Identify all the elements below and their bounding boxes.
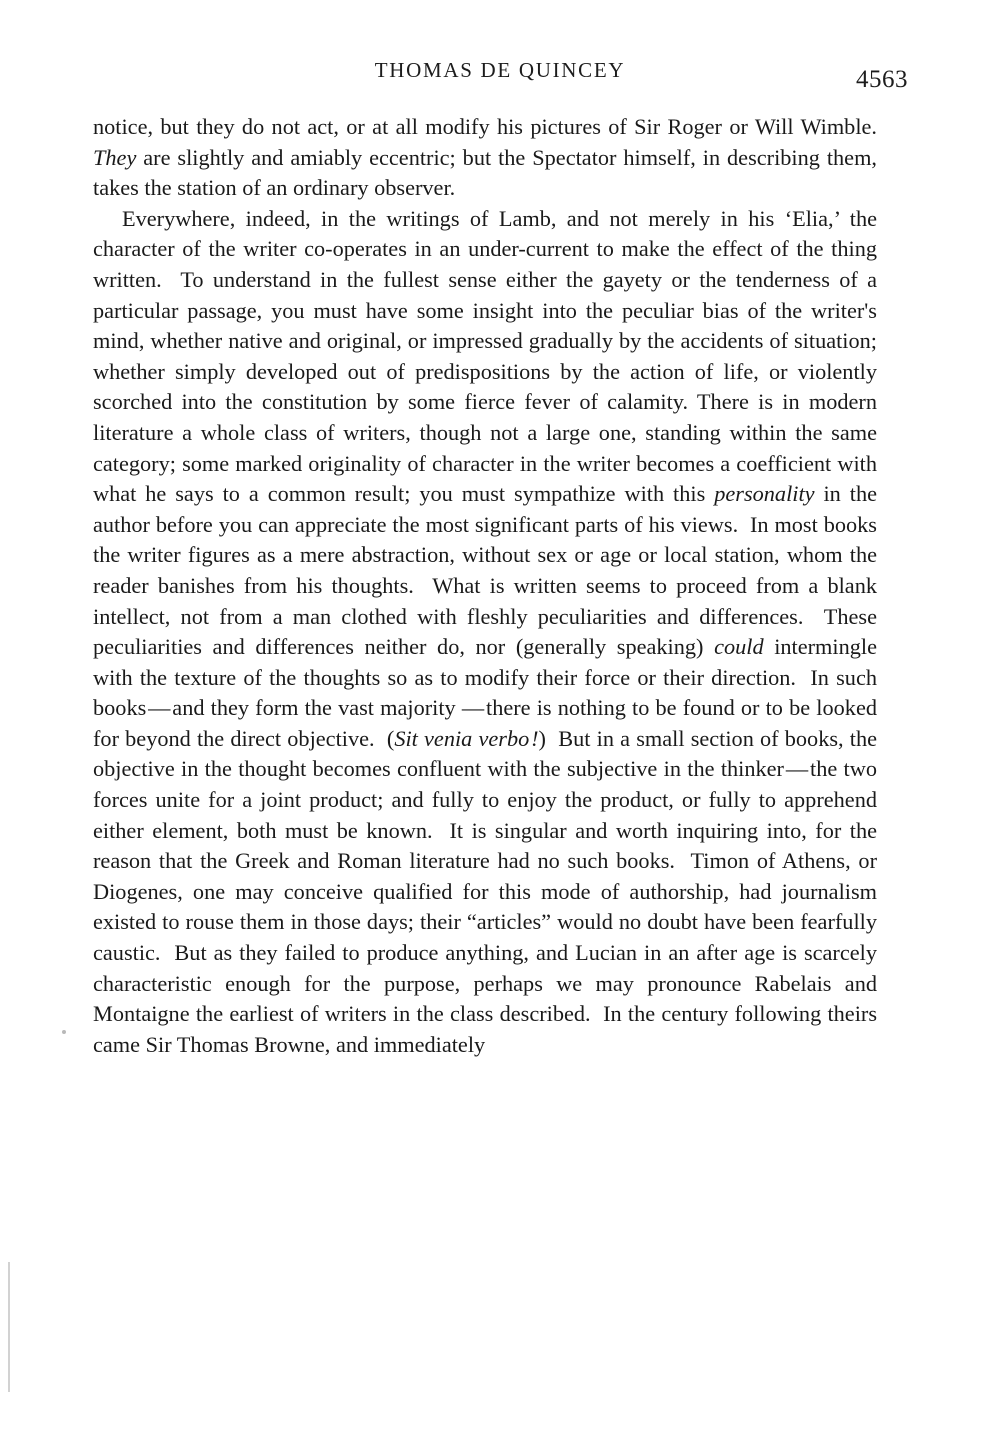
running-head-title: THOMAS DE QUINCEY (374, 58, 626, 82)
scan-artifact-edge (8, 1262, 10, 1392)
paragraph-1: notice, but they do not act, or at all modify his pictures of Sir Roger or Will Wimble. They are slightly and amiably eccentric; but the Spectator himself, in describing them, takes the station of an ordinary observer. (93, 114, 877, 201)
page-number: 4563 (856, 66, 908, 93)
body-text-block (93, 112, 877, 1060)
scan-artifact-dot (62, 1030, 66, 1034)
paragraph-2: Everywhere, indeed, in the writings of Lamb, and not merely in his ‘Elia,’ the character of the writer co-operates in an under-current to make the effect of the thing written. To understand in the fullest sense either the gayety or the tenderness of a particular passage, you must have some insight into the peculiar bias of the writer's mind, whether native and original, or impressed gradually by the accidents of situation; whether simply developed out of predispositions by the action of life, or violently scorched into the constitution by some fierce fever of calamity. There is in modern literature a whole class of writers, though not a large one, standing within the same category; some marked originality of character in the writer becomes a coefficient with what he says to a common result; you must sympathize with this personality in the author before you can appreciate the most significant parts of his views. In most books the writer figures as a mere abstraction, without sex or age or local station, whom the reader banishes from his thoughts. What is written seems to proceed from a blank intellect, not from a man clothed with fleshly peculiarities and differences. These peculiarities and differences neither do, nor (generally speaking) could intermingle with the texture of the thoughts so as to modify their force or their direction. In such books — and they form the vast majority — there is nothing to be found or to be looked for beyond the direct objective. (Sit venia verbo !) But in a small section of books, the objective in the thought becomes confluent with the subjective in the thinker — the two forces unite for a joint product; and fully to enjoy the product, or fully to apprehend either element, both must be known. It is singular and worth inquiring into, for the reason that the Greek and Roman literature had no such books. Timon of Athens, or Diogenes, one may conceive qualified for this mode of authorship, had journalism existed to rouse them in those days; their “articles” would no doubt have been fearfully caustic. But as they failed to produce anything, and Lucian in an after age is scarcely characteristic enough for the purpose, perhaps we may pronounce Rabelais and Montaigne the earliest of writers in the class described. In the century following theirs came Sir Thomas Browne, and immediately (93, 205, 877, 1057)
running-head (0, 58, 1000, 93)
